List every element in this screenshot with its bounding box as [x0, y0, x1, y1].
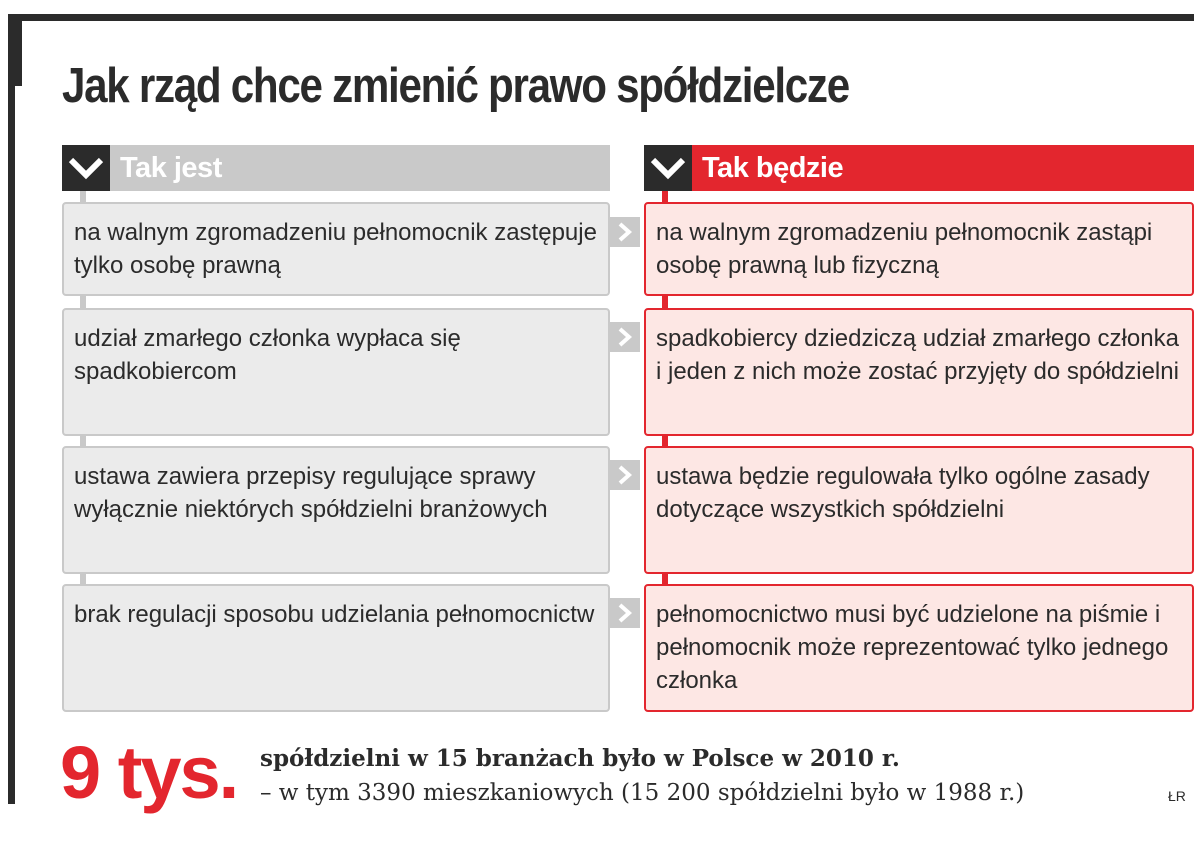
author-credit: ŁR — [1168, 788, 1186, 804]
page-title: Jak rząd chce zmienić prawo spółdzielcze — [62, 59, 849, 113]
future-rule-4: pełnomocnictwo musi być udzielone na piśmie i pełnomocnik może reprezentować tylko jednego członka — [644, 584, 1194, 712]
future-rule-2: spadkobiercy dziedziczą udział zmarłego członka i jeden z nich może zostać przyjęty do spółdzielni — [644, 308, 1194, 436]
current-rule-4: brak regulacji sposobu udzielania pełnomocnictw — [62, 584, 610, 712]
chevron-down-icon — [62, 145, 110, 191]
column-header-future-label: Tak będzie — [702, 151, 844, 184]
frame-top-line — [8, 14, 1194, 21]
stat-description: spółdzielni w 15 branżach było w Polsce w 2010 r. — [260, 745, 900, 772]
future-rule-3: ustawa będzie regulowała tylko ogólne zasady dotyczące wszystkich spółdzielni — [644, 446, 1194, 574]
current-rule-2: udział zmarłego członka wypłaca się spadkobiercom — [62, 308, 610, 436]
chevron-right-icon — [610, 322, 640, 352]
frame-left-line — [8, 14, 15, 804]
column-header-current — [62, 145, 610, 191]
current-rule-3: ustawa zawiera przepisy regulujące sprawy wyłącznie niektórych spółdzielni branżowych — [62, 446, 610, 574]
stat-number: 9 tys. — [60, 731, 238, 814]
column-header-current-label: Tak jest — [120, 151, 222, 184]
chevron-right-icon — [610, 460, 640, 490]
current-rule-1: na walnym zgromadzeniu pełnomocnik zastępuje tylko osobę prawną — [62, 202, 610, 296]
chevron-down-icon — [644, 145, 692, 191]
future-rule-1: na walnym zgromadzeniu pełnomocnik zastąpi osobę prawną lub fizyczną — [644, 202, 1194, 296]
stat-detail: – w tym 3390 mieszkaniowych (15 200 spółdzielni było w 1988 r.) — [260, 780, 1025, 806]
column-header-future — [644, 145, 1194, 191]
chevron-right-icon — [610, 217, 640, 247]
chevron-right-icon — [610, 598, 640, 628]
frame-corner — [8, 14, 22, 86]
